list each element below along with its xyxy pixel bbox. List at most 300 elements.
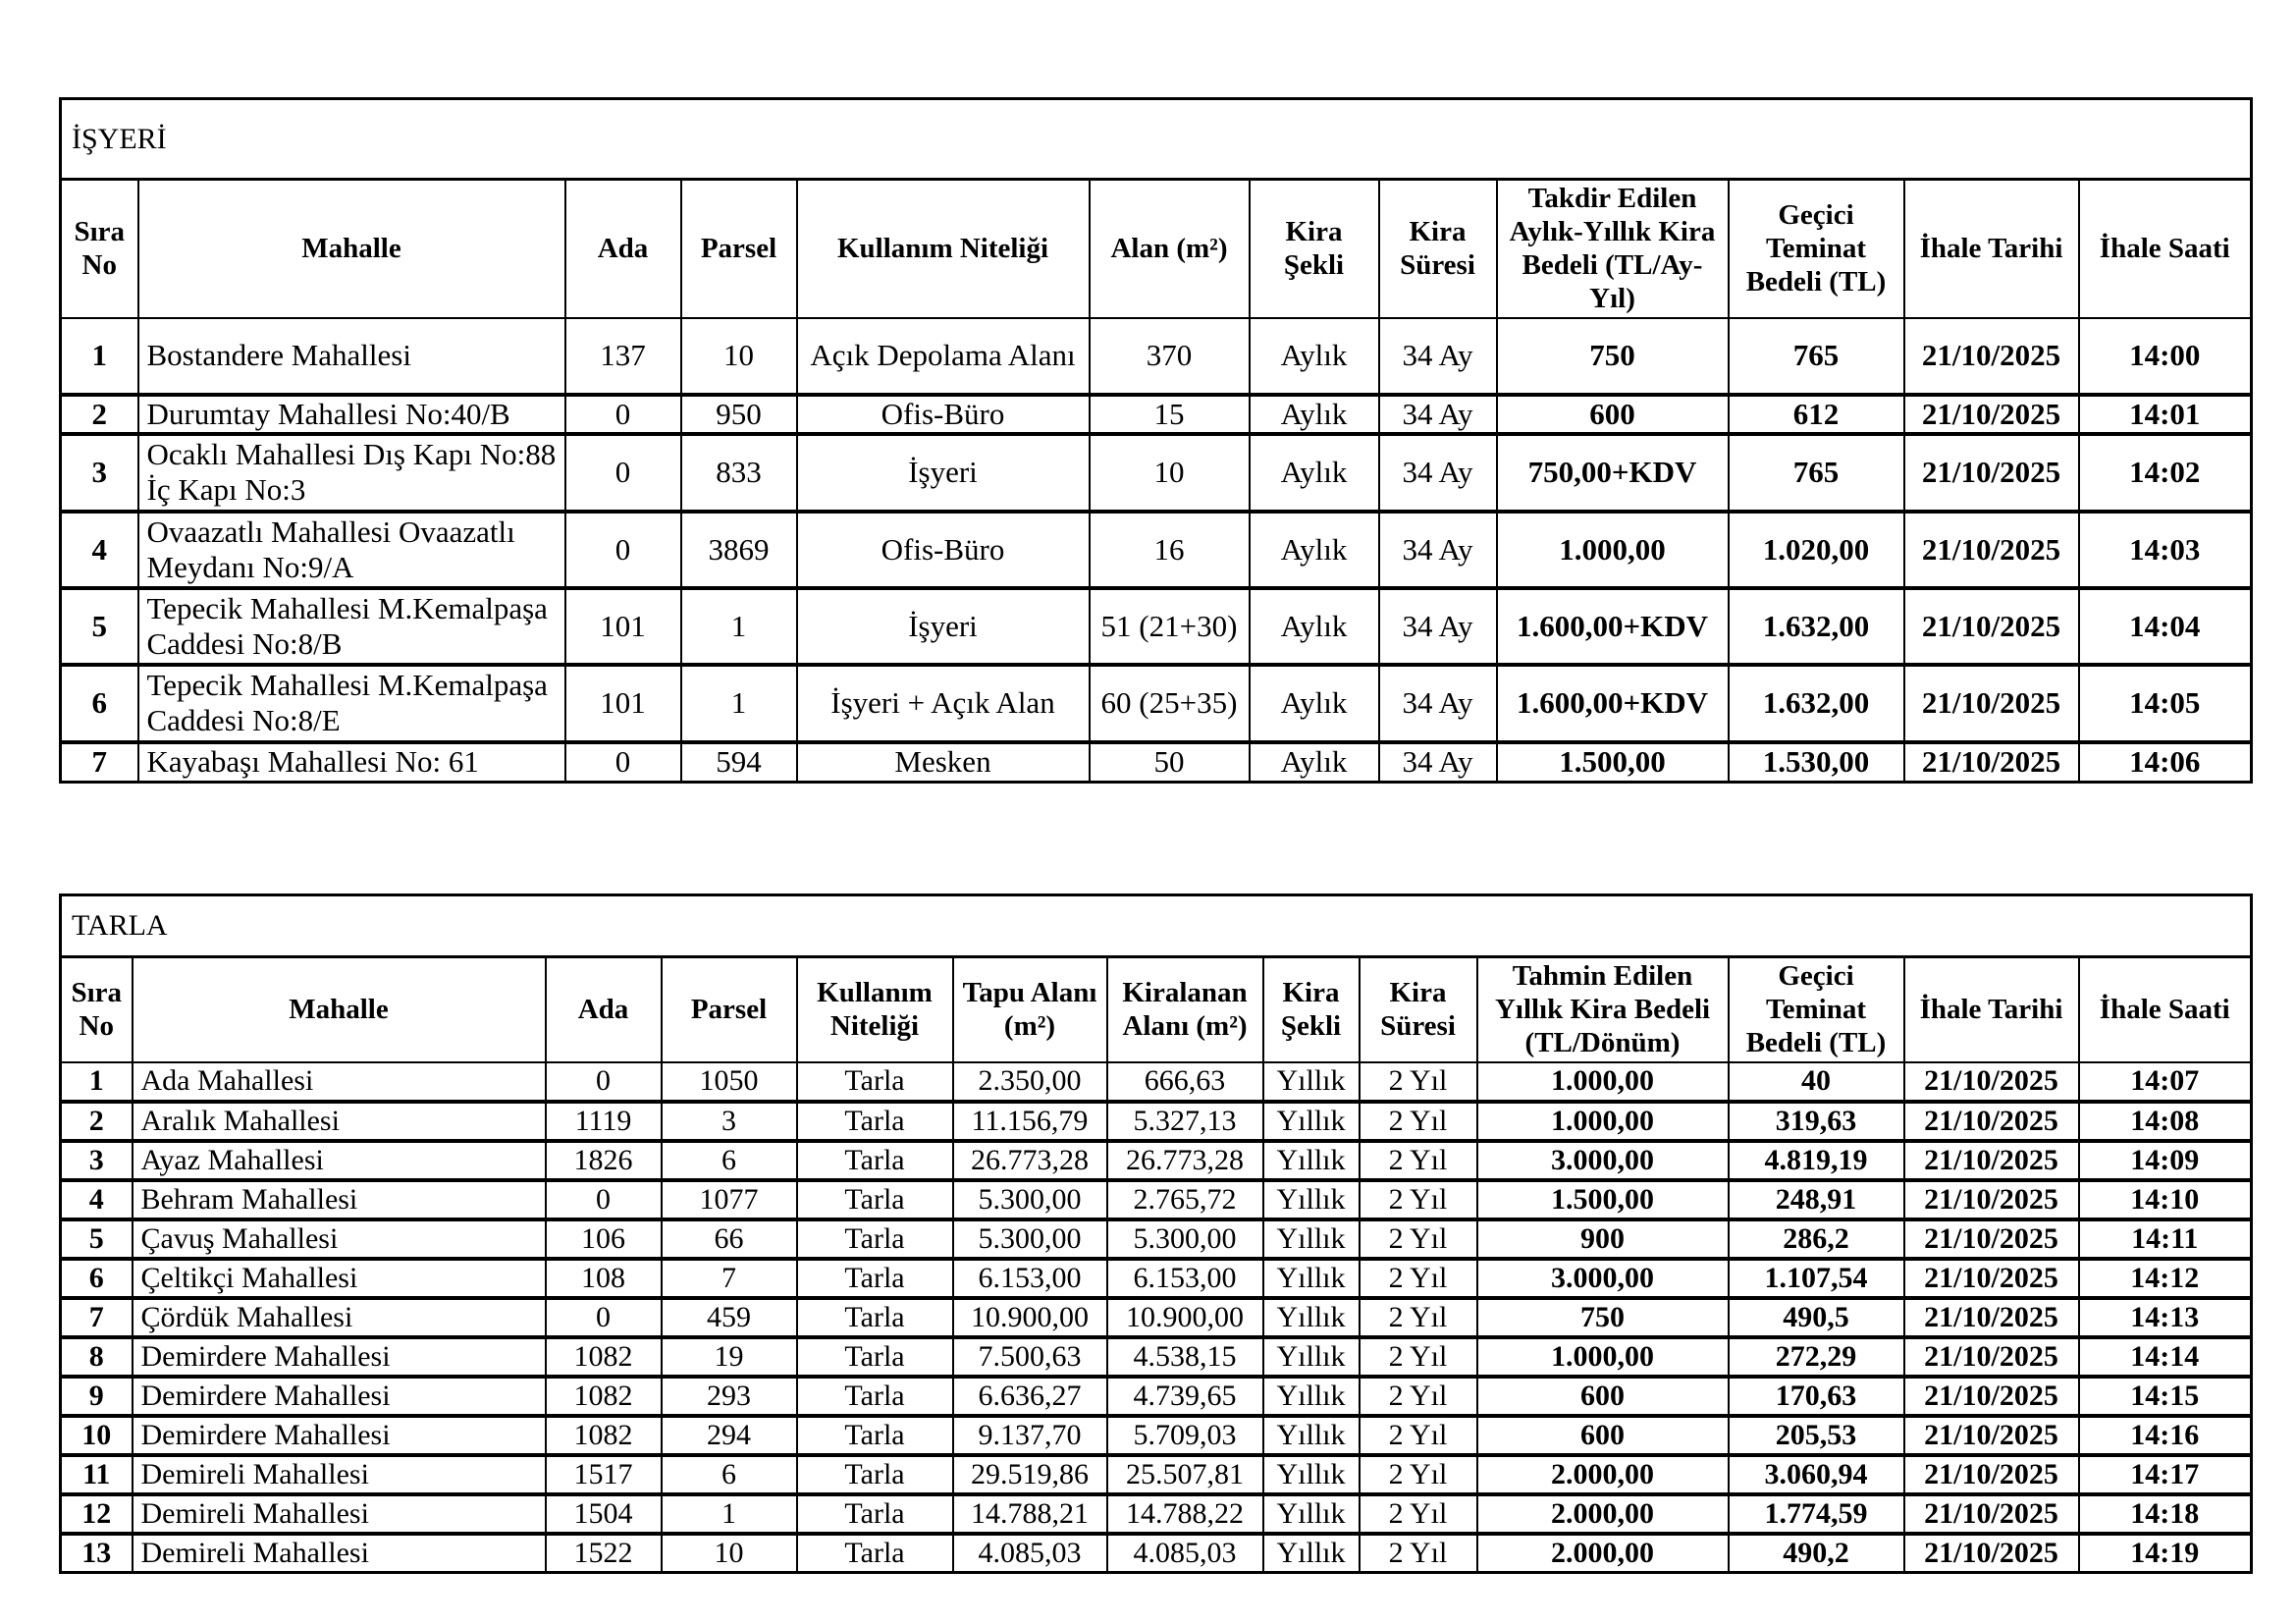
- cell-teminat: 1.020,00: [1729, 512, 1904, 588]
- cell-sure: 2 Yıl: [1360, 1102, 1477, 1141]
- cell-ada: 1082: [546, 1416, 662, 1455]
- col-header-mahalle: Mahalle: [138, 180, 565, 318]
- cell-tapu: 6.153,00: [953, 1259, 1107, 1298]
- cell-bedel: 3.000,00: [1477, 1141, 1729, 1180]
- cell-bedel: 750: [1497, 318, 1729, 395]
- cell-nitelik: Açık Depolama Alanı: [797, 318, 1090, 395]
- cell-saat: 14:14: [2079, 1337, 2252, 1377]
- cell-saat: 14:00: [2079, 318, 2252, 395]
- table-row: [61, 434, 2252, 512]
- cell-bedel: 1.600,00+KDV: [1497, 665, 1729, 742]
- cell-tarih: 21/10/2025: [1904, 1102, 2079, 1141]
- cell-saat: 14:09: [2079, 1141, 2252, 1180]
- cell-sira: 1: [61, 318, 138, 395]
- cell-sure: 34 Ay: [1379, 434, 1497, 512]
- cell-sira: 9: [61, 1377, 133, 1416]
- cell-parsel: 66: [662, 1219, 797, 1259]
- table-row: [61, 1455, 2252, 1494]
- cell-ada: 0: [565, 395, 681, 434]
- cell-parsel: 7: [662, 1259, 797, 1298]
- cell-teminat: 765: [1729, 434, 1904, 512]
- cell-teminat: 490,5: [1729, 1298, 1904, 1337]
- cell-saat: 14:15: [2079, 1377, 2252, 1416]
- cell-nitelik: Tarla: [797, 1219, 953, 1259]
- cell-saat: 14:07: [2079, 1062, 2252, 1102]
- cell-tarih: 21/10/2025: [1904, 512, 2079, 588]
- cell-teminat: 319,63: [1729, 1102, 1904, 1141]
- cell-sira: 3: [61, 434, 138, 512]
- col-header-parsel: Parsel: [662, 957, 797, 1062]
- cell-sekil: Aylık: [1250, 665, 1379, 742]
- table-row: [61, 588, 2252, 665]
- cell-sira: 1: [61, 1062, 133, 1102]
- cell-bedel: 1.500,00: [1477, 1180, 1729, 1219]
- cell-saat: 14:18: [2079, 1494, 2252, 1534]
- cell-teminat: 1.774,59: [1729, 1494, 1904, 1534]
- cell-teminat: 612: [1729, 395, 1904, 434]
- cell-nitelik: Tarla: [797, 1534, 953, 1573]
- cell-teminat: 205,53: [1729, 1416, 1904, 1455]
- table-row: [61, 742, 2252, 783]
- cell-sira: 3: [61, 1141, 133, 1180]
- cell-parsel: 1: [681, 588, 797, 665]
- cell-sekil: Yıllık: [1263, 1259, 1360, 1298]
- cell-bedel: 600: [1477, 1377, 1729, 1416]
- cell-sira: 2: [61, 395, 138, 434]
- cell-kiralanan: 4.538,15: [1107, 1337, 1263, 1377]
- cell-tarih: 21/10/2025: [1904, 742, 2079, 783]
- cell-kiralanan: 5.327,13: [1107, 1102, 1263, 1141]
- cell-mahalle: Behram Mahallesi: [133, 1180, 546, 1219]
- cell-teminat: 4.819,19: [1729, 1141, 1904, 1180]
- cell-teminat: 1.632,00: [1729, 588, 1904, 665]
- cell-bedel: 1.000,00: [1497, 512, 1729, 588]
- cell-sekil: Yıllık: [1263, 1180, 1360, 1219]
- table-row: [61, 1180, 2252, 1219]
- col-header-ihale-saati: İhale Saati: [2079, 957, 2252, 1062]
- table-row: [61, 665, 2252, 742]
- col-header-tapu-alani: Tapu Alanı (m²): [953, 957, 1107, 1062]
- cell-tarih: 21/10/2025: [1904, 1337, 2079, 1377]
- cell-sekil: Yıllık: [1263, 1377, 1360, 1416]
- cell-saat: 14:17: [2079, 1455, 2252, 1494]
- table-row: [61, 1141, 2252, 1180]
- cell-nitelik: Tarla: [797, 1377, 953, 1416]
- cell-sira: 11: [61, 1455, 133, 1494]
- cell-bedel: 1.000,00: [1477, 1337, 1729, 1377]
- cell-nitelik: Ofis-Büro: [797, 395, 1090, 434]
- cell-teminat: 40: [1729, 1062, 1904, 1102]
- col-header-kiralanan-alani: Kiralanan Alanı (m²): [1107, 957, 1263, 1062]
- cell-teminat: 1.107,54: [1729, 1259, 1904, 1298]
- cell-parsel: 1: [681, 665, 797, 742]
- cell-ada: 0: [546, 1180, 662, 1219]
- cell-tarih: 21/10/2025: [1904, 1062, 2079, 1102]
- cell-nitelik: İşyeri: [797, 434, 1090, 512]
- cell-sekil: Yıllık: [1263, 1298, 1360, 1337]
- cell-parsel: 293: [662, 1377, 797, 1416]
- cell-tarih: 21/10/2025: [1904, 1494, 2079, 1534]
- cell-mahalle: Demirdere Mahallesi: [133, 1377, 546, 1416]
- cell-sekil: Yıllık: [1263, 1219, 1360, 1259]
- cell-teminat: 272,29: [1729, 1337, 1904, 1377]
- cell-ada: 1522: [546, 1534, 662, 1573]
- col-header-ihale-tarihi: İhale Tarihi: [1904, 180, 2079, 318]
- cell-mahalle: Çeltikçi Mahallesi: [133, 1259, 546, 1298]
- cell-teminat: 765: [1729, 318, 1904, 395]
- cell-alan: 10: [1090, 434, 1250, 512]
- cell-saat: 14:13: [2079, 1298, 2252, 1337]
- cell-parsel: 1050: [662, 1062, 797, 1102]
- table-row: [61, 1102, 2252, 1141]
- col-header-parsel: Parsel: [681, 180, 797, 318]
- cell-sira: 13: [61, 1534, 133, 1573]
- cell-tapu: 6.636,27: [953, 1377, 1107, 1416]
- cell-ada: 1826: [546, 1141, 662, 1180]
- cell-mahalle: Demireli Mahallesi: [133, 1494, 546, 1534]
- cell-tapu: 26.773,28: [953, 1141, 1107, 1180]
- cell-tarih: 21/10/2025: [1904, 1141, 2079, 1180]
- col-header-ihale-saati: İhale Saati: [2079, 180, 2252, 318]
- cell-mahalle: Demirdere Mahallesi: [133, 1416, 546, 1455]
- col-header-sira: Sıra No: [61, 957, 133, 1062]
- col-header-kira-sekli: Kira Şekli: [1263, 957, 1360, 1062]
- cell-sira: 7: [61, 742, 138, 783]
- cell-sekil: Yıllık: [1263, 1062, 1360, 1102]
- cell-tarih: 21/10/2025: [1904, 665, 2079, 742]
- cell-bedel: 1.500,00: [1497, 742, 1729, 783]
- cell-ada: 137: [565, 318, 681, 395]
- table-row: [61, 1534, 2252, 1573]
- cell-mahalle: Tepecik Mahallesi M.Kemalpaşa Caddesi No:8/B: [138, 588, 565, 665]
- col-header-ada: Ada: [546, 957, 662, 1062]
- cell-teminat: 286,2: [1729, 1219, 1904, 1259]
- cell-ada: 1504: [546, 1494, 662, 1534]
- cell-bedel: 2.000,00: [1477, 1534, 1729, 1573]
- cell-teminat: 1.632,00: [1729, 665, 1904, 742]
- cell-tapu: 5.300,00: [953, 1180, 1107, 1219]
- cell-ada: 0: [546, 1298, 662, 1337]
- cell-tarih: 21/10/2025: [1904, 1377, 2079, 1416]
- cell-tarih: 21/10/2025: [1904, 1180, 2079, 1219]
- cell-alan: 16: [1090, 512, 1250, 588]
- cell-bedel: 2.000,00: [1477, 1455, 1729, 1494]
- cell-tarih: 21/10/2025: [1904, 395, 2079, 434]
- cell-ada: 108: [546, 1259, 662, 1298]
- tarla-table-title: TARLA: [61, 895, 2252, 957]
- cell-mahalle: Ocaklı Mahallesi Dış Kapı No:88 İç Kapı No:3: [138, 434, 565, 512]
- table-row: [61, 1219, 2252, 1259]
- cell-ada: 0: [565, 434, 681, 512]
- col-header-nitelik: Kullanım Niteliği: [797, 180, 1090, 318]
- cell-sira: 12: [61, 1494, 133, 1534]
- cell-teminat: 3.060,94: [1729, 1455, 1904, 1494]
- cell-kiralanan: 5.300,00: [1107, 1219, 1263, 1259]
- table-row: [61, 1259, 2252, 1298]
- cell-ada: 1082: [546, 1337, 662, 1377]
- cell-bedel: 750: [1477, 1298, 1729, 1337]
- cell-saat: 14:11: [2079, 1219, 2252, 1259]
- cell-kiralanan: 10.900,00: [1107, 1298, 1263, 1337]
- cell-sure: 2 Yıl: [1360, 1298, 1477, 1337]
- cell-mahalle: Bostandere Mahallesi: [138, 318, 565, 395]
- cell-tarih: 21/10/2025: [1904, 1416, 2079, 1455]
- cell-sekil: Aylık: [1250, 742, 1379, 783]
- cell-ada: 0: [565, 742, 681, 783]
- table-row: [61, 395, 2252, 434]
- cell-tapu: 29.519,86: [953, 1455, 1107, 1494]
- cell-sira: 4: [61, 512, 138, 588]
- cell-tapu: 7.500,63: [953, 1337, 1107, 1377]
- cell-parsel: 594: [681, 742, 797, 783]
- col-header-kira-suresi: Kira Süresi: [1360, 957, 1477, 1062]
- cell-sekil: Yıllık: [1263, 1102, 1360, 1141]
- cell-kiralanan: 5.709,03: [1107, 1416, 1263, 1455]
- tarla-header-row: [61, 957, 2252, 1062]
- cell-nitelik: Ofis-Büro: [797, 512, 1090, 588]
- cell-sekil: Yıllık: [1263, 1455, 1360, 1494]
- cell-sira: 6: [61, 665, 138, 742]
- cell-sira: 5: [61, 1219, 133, 1259]
- cell-nitelik: Tarla: [797, 1259, 953, 1298]
- cell-tarih: 21/10/2025: [1904, 1534, 2079, 1573]
- cell-kiralanan: 26.773,28: [1107, 1141, 1263, 1180]
- cell-sure: 2 Yıl: [1360, 1337, 1477, 1377]
- cell-saat: 14:04: [2079, 588, 2252, 665]
- cell-tarih: 21/10/2025: [1904, 318, 2079, 395]
- cell-ada: 1082: [546, 1377, 662, 1416]
- cell-mahalle: Demirdere Mahallesi: [133, 1337, 546, 1377]
- cell-sekil: Yıllık: [1263, 1416, 1360, 1455]
- cell-tapu: 10.900,00: [953, 1298, 1107, 1337]
- cell-sure: 2 Yıl: [1360, 1062, 1477, 1102]
- cell-bedel: 600: [1477, 1416, 1729, 1455]
- cell-mahalle: Demireli Mahallesi: [133, 1534, 546, 1573]
- table-row: [61, 1337, 2252, 1377]
- cell-bedel: 1.000,00: [1477, 1062, 1729, 1102]
- col-header-kira-bedeli: Takdir Edilen Aylık-Yıllık Kira Bedeli (TL/Ay-Yıl): [1497, 180, 1729, 318]
- cell-bedel: 600: [1497, 395, 1729, 434]
- col-header-nitelik: Kullanım Niteliği: [797, 957, 953, 1062]
- cell-sekil: Aylık: [1250, 318, 1379, 395]
- cell-kiralanan: 2.765,72: [1107, 1180, 1263, 1219]
- cell-sure: 2 Yıl: [1360, 1534, 1477, 1573]
- cell-alan: 51 (21+30): [1090, 588, 1250, 665]
- cell-tarih: 21/10/2025: [1904, 1455, 2079, 1494]
- cell-parsel: 10: [662, 1534, 797, 1573]
- table-row: [61, 1494, 2252, 1534]
- cell-tarih: 21/10/2025: [1904, 1298, 2079, 1337]
- cell-mahalle: Ovaazatlı Mahallesi Ovaazatlı Meydanı No:9/A: [138, 512, 565, 588]
- cell-saat: 14:16: [2079, 1416, 2252, 1455]
- cell-nitelik: Tarla: [797, 1298, 953, 1337]
- col-header-ada: Ada: [565, 180, 681, 318]
- col-header-sira: Sıra No: [61, 180, 138, 318]
- cell-kiralanan: 25.507,81: [1107, 1455, 1263, 1494]
- cell-kiralanan: 4.085,03: [1107, 1534, 1263, 1573]
- isyeri-table-title: İŞYERİ: [61, 99, 2252, 180]
- cell-sure: 2 Yıl: [1360, 1455, 1477, 1494]
- cell-kiralanan: 666,63: [1107, 1062, 1263, 1102]
- cell-kiralanan: 4.739,65: [1107, 1377, 1263, 1416]
- cell-saat: 14:19: [2079, 1534, 2252, 1573]
- col-header-kira-suresi: Kira Süresi: [1379, 180, 1497, 318]
- cell-tapu: 2.350,00: [953, 1062, 1107, 1102]
- cell-sekil: Aylık: [1250, 395, 1379, 434]
- cell-sure: 34 Ay: [1379, 318, 1497, 395]
- table-row: [61, 1377, 2252, 1416]
- col-header-mahalle: Mahalle: [133, 957, 546, 1062]
- cell-parsel: 294: [662, 1416, 797, 1455]
- cell-bedel: 1.600,00+KDV: [1497, 588, 1729, 665]
- cell-sira: 7: [61, 1298, 133, 1337]
- cell-sure: 2 Yıl: [1360, 1377, 1477, 1416]
- col-header-kira-bedeli: Tahmin Edilen Yıllık Kira Bedeli (TL/Dönüm): [1477, 957, 1729, 1062]
- cell-tapu: 4.085,03: [953, 1534, 1107, 1573]
- isyeri-table: [59, 97, 2253, 784]
- cell-parsel: 950: [681, 395, 797, 434]
- cell-nitelik: Tarla: [797, 1102, 953, 1141]
- cell-sure: 2 Yıl: [1360, 1494, 1477, 1534]
- cell-parsel: 6: [662, 1455, 797, 1494]
- cell-saat: 14:10: [2079, 1180, 2252, 1219]
- tarla-table: [59, 893, 2253, 1574]
- col-header-teminat: Geçici Teminat Bedeli (TL): [1729, 957, 1904, 1062]
- cell-parsel: 1: [662, 1494, 797, 1534]
- cell-parsel: 10: [681, 318, 797, 395]
- cell-saat: 14:02: [2079, 434, 2252, 512]
- cell-bedel: 2.000,00: [1477, 1494, 1729, 1534]
- cell-ada: 101: [565, 665, 681, 742]
- cell-sure: 34 Ay: [1379, 588, 1497, 665]
- cell-ada: 1517: [546, 1455, 662, 1494]
- cell-bedel: 750,00+KDV: [1497, 434, 1729, 512]
- cell-alan: 50: [1090, 742, 1250, 783]
- cell-tarih: 21/10/2025: [1904, 1259, 2079, 1298]
- tarla-body: [61, 1062, 2252, 1573]
- cell-sira: 4: [61, 1180, 133, 1219]
- cell-ada: 106: [546, 1219, 662, 1259]
- col-header-teminat: Geçici Teminat Bedeli (TL): [1729, 180, 1904, 318]
- cell-sekil: Yıllık: [1263, 1337, 1360, 1377]
- cell-mahalle: Demireli Mahallesi: [133, 1455, 546, 1494]
- cell-sure: 2 Yıl: [1360, 1180, 1477, 1219]
- cell-sekil: Yıllık: [1263, 1494, 1360, 1534]
- cell-nitelik: Tarla: [797, 1180, 953, 1219]
- cell-ada: 1119: [546, 1102, 662, 1141]
- table-row: [61, 1298, 2252, 1337]
- cell-teminat: 490,2: [1729, 1534, 1904, 1573]
- cell-teminat: 248,91: [1729, 1180, 1904, 1219]
- cell-alan: 60 (25+35): [1090, 665, 1250, 742]
- cell-nitelik: Tarla: [797, 1337, 953, 1377]
- cell-mahalle: Ayaz Mahallesi: [133, 1141, 546, 1180]
- cell-sure: 34 Ay: [1379, 742, 1497, 783]
- cell-bedel: 3.000,00: [1477, 1259, 1729, 1298]
- cell-tarih: 21/10/2025: [1904, 434, 2079, 512]
- cell-bedel: 900: [1477, 1219, 1729, 1259]
- cell-mahalle: Durumtay Mahallesi No:40/B: [138, 395, 565, 434]
- cell-sira: 8: [61, 1337, 133, 1377]
- cell-sira: 5: [61, 588, 138, 665]
- cell-bedel: 1.000,00: [1477, 1102, 1729, 1141]
- cell-parsel: 6: [662, 1141, 797, 1180]
- table-row: [61, 1062, 2252, 1102]
- table-row: [61, 318, 2252, 395]
- cell-nitelik: Tarla: [797, 1455, 953, 1494]
- cell-nitelik: Tarla: [797, 1494, 953, 1534]
- cell-ada: 0: [565, 512, 681, 588]
- cell-sure: 2 Yıl: [1360, 1219, 1477, 1259]
- cell-nitelik: Tarla: [797, 1141, 953, 1180]
- cell-parsel: 3: [662, 1102, 797, 1141]
- cell-sure: 2 Yıl: [1360, 1141, 1477, 1180]
- cell-saat: 14:01: [2079, 395, 2252, 434]
- cell-mahalle: Kayabaşı Mahallesi No: 61: [138, 742, 565, 783]
- cell-saat: 14:06: [2079, 742, 2252, 783]
- cell-mahalle: Ada Mahallesi: [133, 1062, 546, 1102]
- cell-sekil: Aylık: [1250, 588, 1379, 665]
- cell-sure: 2 Yıl: [1360, 1416, 1477, 1455]
- isyeri-body: [61, 318, 2252, 783]
- cell-parsel: 459: [662, 1298, 797, 1337]
- cell-nitelik: Tarla: [797, 1416, 953, 1455]
- cell-sekil: Yıllık: [1263, 1534, 1360, 1573]
- col-header-kira-sekli: Kira Şekli: [1250, 180, 1379, 318]
- cell-tapu: 14.788,21: [953, 1494, 1107, 1534]
- cell-parsel: 1077: [662, 1180, 797, 1219]
- cell-sekil: Yıllık: [1263, 1141, 1360, 1180]
- cell-saat: 14:05: [2079, 665, 2252, 742]
- cell-tarih: 21/10/2025: [1904, 1219, 2079, 1259]
- cell-nitelik: Mesken: [797, 742, 1090, 783]
- cell-tapu: 5.300,00: [953, 1219, 1107, 1259]
- cell-sekil: Aylık: [1250, 434, 1379, 512]
- cell-teminat: 170,63: [1729, 1377, 1904, 1416]
- cell-sure: 34 Ay: [1379, 665, 1497, 742]
- cell-mahalle: Çördük Mahallesi: [133, 1298, 546, 1337]
- cell-tapu: 11.156,79: [953, 1102, 1107, 1141]
- cell-tarih: 21/10/2025: [1904, 588, 2079, 665]
- cell-saat: 14:03: [2079, 512, 2252, 588]
- isyeri-header-row: [61, 180, 2252, 318]
- cell-teminat: 1.530,00: [1729, 742, 1904, 783]
- cell-kiralanan: 6.153,00: [1107, 1259, 1263, 1298]
- cell-ada: 0: [546, 1062, 662, 1102]
- col-header-ihale-tarihi: İhale Tarihi: [1904, 957, 2079, 1062]
- cell-mahalle: Tepecik Mahallesi M.Kemalpaşa Caddesi No:8/E: [138, 665, 565, 742]
- cell-nitelik: Tarla: [797, 1062, 953, 1102]
- cell-sira: 10: [61, 1416, 133, 1455]
- table-row: [61, 1416, 2252, 1455]
- cell-ada: 101: [565, 588, 681, 665]
- cell-sekil: Aylık: [1250, 512, 1379, 588]
- cell-nitelik: İşyeri: [797, 588, 1090, 665]
- cell-kiralanan: 14.788,22: [1107, 1494, 1263, 1534]
- table-row: [61, 512, 2252, 588]
- cell-nitelik: İşyeri + Açık Alan: [797, 665, 1090, 742]
- cell-sira: 2: [61, 1102, 133, 1141]
- cell-tapu: 9.137,70: [953, 1416, 1107, 1455]
- cell-parsel: 19: [662, 1337, 797, 1377]
- col-header-alan: Alan (m²): [1090, 180, 1250, 318]
- cell-saat: 14:08: [2079, 1102, 2252, 1141]
- cell-parsel: 833: [681, 434, 797, 512]
- cell-parsel: 3869: [681, 512, 797, 588]
- cell-sira: 6: [61, 1259, 133, 1298]
- cell-alan: 370: [1090, 318, 1250, 395]
- cell-sure: 34 Ay: [1379, 395, 1497, 434]
